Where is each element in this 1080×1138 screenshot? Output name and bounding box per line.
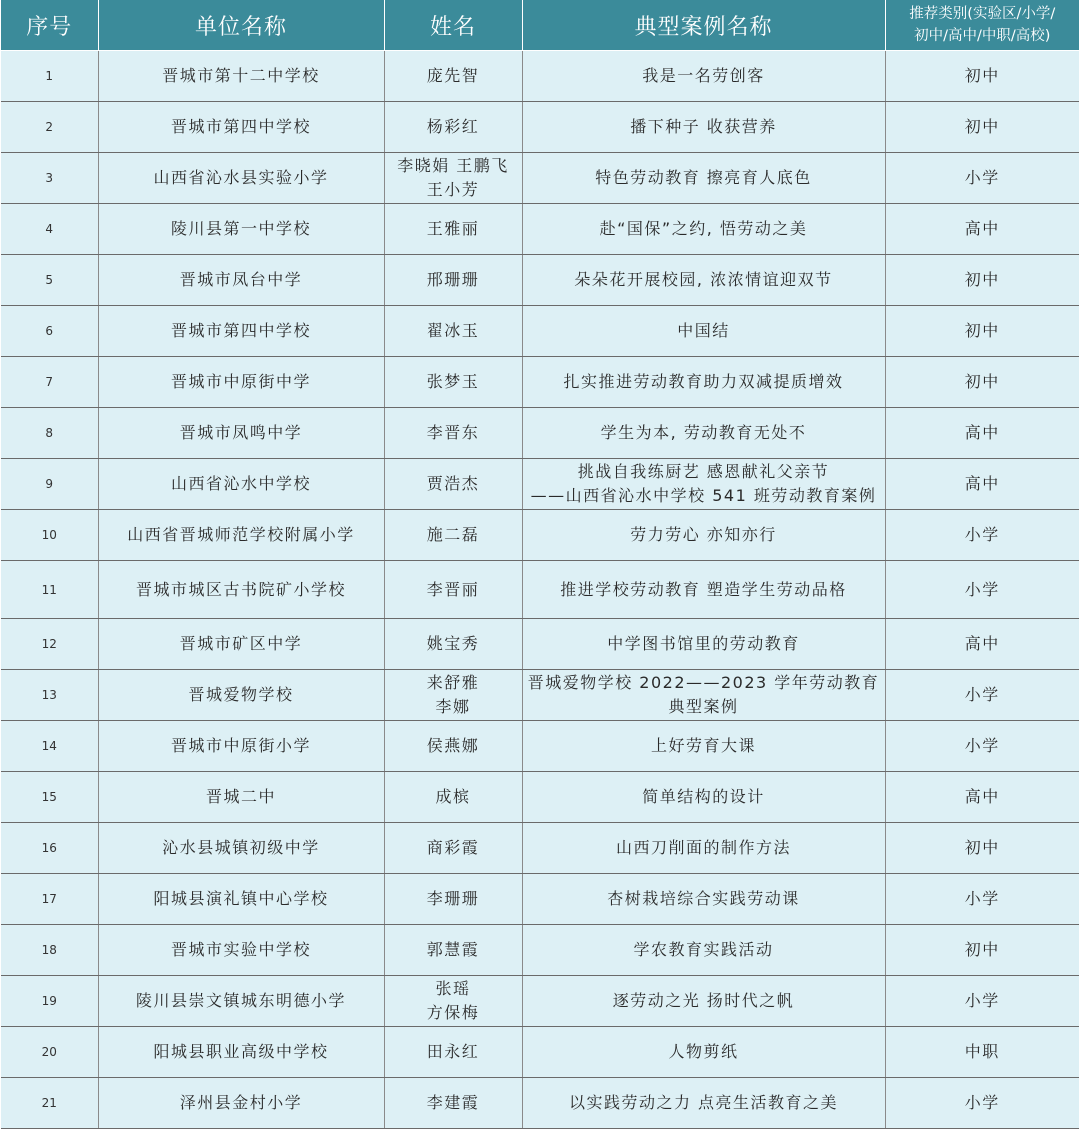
cell-case: 逐劳动之光 扬时代之帆 xyxy=(522,976,885,1027)
cell-type: 小学 xyxy=(885,1078,1079,1129)
cell-case: 人物剪纸 xyxy=(522,1027,885,1078)
table-header-row xyxy=(1,0,1079,51)
cell-case: 杏树栽培综合实践劳动课 xyxy=(522,874,885,925)
cell-unit: 晋城市中原街小学 xyxy=(98,721,384,772)
cell-no: 5 xyxy=(1,255,98,306)
cell-no: 4 xyxy=(1,204,98,255)
cell-unit: 晋城市矿区中学 xyxy=(98,619,384,670)
cell-type: 小学 xyxy=(885,976,1079,1027)
cell-no: 16 xyxy=(1,823,98,874)
cell-name: 施二磊 xyxy=(384,510,522,561)
cell-name: 邢珊珊 xyxy=(384,255,522,306)
table-row xyxy=(1,1078,1079,1129)
cell-type: 高中 xyxy=(885,772,1079,823)
cell-no: 2 xyxy=(1,102,98,153)
cell-name: 张瑶 方保梅 xyxy=(384,976,522,1027)
cell-case: 简单结构的设计 xyxy=(522,772,885,823)
cell-type: 高中 xyxy=(885,204,1079,255)
cell-type: 初中 xyxy=(885,255,1079,306)
cell-name: 商彩霞 xyxy=(384,823,522,874)
cell-no: 10 xyxy=(1,510,98,561)
cell-case: 山西刀削面的制作方法 xyxy=(522,823,885,874)
table-row xyxy=(1,874,1079,925)
cell-no: 8 xyxy=(1,408,98,459)
table-row xyxy=(1,925,1079,976)
header-type: 推荐类别(实验区/小学/ 初中/高中/中职/高校) xyxy=(885,0,1079,51)
cell-case: 挑战自我练厨艺 感恩献礼父亲节 ——山西省沁水中学校 541 班劳动教育案例 xyxy=(522,459,885,510)
cell-case: 扎实推进劳动教育助力双减提质增效 xyxy=(522,357,885,408)
cell-unit: 阳城县职业高级中学校 xyxy=(98,1027,384,1078)
table-row xyxy=(1,510,1079,561)
header-name: 姓名 xyxy=(384,0,522,51)
cell-name: 成槟 xyxy=(384,772,522,823)
header-unit: 单位名称 xyxy=(98,0,384,51)
cell-type: 初中 xyxy=(885,306,1079,357)
table-body xyxy=(1,51,1079,1129)
header-no: 序号 xyxy=(1,0,98,51)
cell-name: 李晋丽 xyxy=(384,561,522,619)
cell-unit: 陵川县崇文镇城东明德小学 xyxy=(98,976,384,1027)
table-row xyxy=(1,976,1079,1027)
cell-unit: 晋城市城区古书院矿小学校 xyxy=(98,561,384,619)
table-row xyxy=(1,153,1079,204)
cell-unit: 沁水县城镇初级中学 xyxy=(98,823,384,874)
cell-no: 1 xyxy=(1,51,98,102)
cell-name: 庞先智 xyxy=(384,51,522,102)
cell-name: 王雅丽 xyxy=(384,204,522,255)
cell-type: 高中 xyxy=(885,459,1079,510)
cell-type: 高中 xyxy=(885,619,1079,670)
table-row xyxy=(1,204,1079,255)
table-row xyxy=(1,823,1079,874)
cell-name: 杨彩红 xyxy=(384,102,522,153)
cell-name: 李建霞 xyxy=(384,1078,522,1129)
cell-unit: 陵川县第一中学校 xyxy=(98,204,384,255)
cell-type: 小学 xyxy=(885,561,1079,619)
cell-name: 李晋东 xyxy=(384,408,522,459)
cell-no: 15 xyxy=(1,772,98,823)
cell-type: 初中 xyxy=(885,51,1079,102)
cell-type: 小学 xyxy=(885,874,1079,925)
cell-unit: 晋城二中 xyxy=(98,772,384,823)
table-row xyxy=(1,255,1079,306)
cell-unit: 晋城市第四中学校 xyxy=(98,102,384,153)
cell-name: 田永红 xyxy=(384,1027,522,1078)
cell-type: 中职 xyxy=(885,1027,1079,1078)
cell-unit: 晋城市第十二中学校 xyxy=(98,51,384,102)
cell-no: 14 xyxy=(1,721,98,772)
cell-case: 晋城爱物学校 2022——2023 学年劳动教育 典型案例 xyxy=(522,670,885,721)
cell-unit: 山西省晋城师范学校附属小学 xyxy=(98,510,384,561)
cell-name: 姚宝秀 xyxy=(384,619,522,670)
cell-case: 播下种子 收获营养 xyxy=(522,102,885,153)
cell-case: 学农教育实践活动 xyxy=(522,925,885,976)
cell-case: 上好劳育大课 xyxy=(522,721,885,772)
cell-case: 特色劳动教育 擦亮育人底色 xyxy=(522,153,885,204)
table-row xyxy=(1,459,1079,510)
cell-unit: 晋城市实验中学校 xyxy=(98,925,384,976)
cell-case: 朵朵花开展校园, 浓浓情谊迎双节 xyxy=(522,255,885,306)
cell-case: 劳力劳心 亦知亦行 xyxy=(522,510,885,561)
table-row xyxy=(1,772,1079,823)
cell-type: 初中 xyxy=(885,823,1079,874)
cell-name: 李晓娟 王鹏飞 王小芳 xyxy=(384,153,522,204)
cell-no: 17 xyxy=(1,874,98,925)
cell-case: 我是一名劳创客 xyxy=(522,51,885,102)
case-table xyxy=(1,0,1079,1129)
cell-name: 张梦玉 xyxy=(384,357,522,408)
cell-unit: 泽州县金村小学 xyxy=(98,1078,384,1129)
table-row xyxy=(1,721,1079,772)
cell-no: 19 xyxy=(1,976,98,1027)
cell-name: 郭慧霞 xyxy=(384,925,522,976)
cell-unit: 山西省沁水县实验小学 xyxy=(98,153,384,204)
cell-case: 学生为本, 劳动教育无处不 xyxy=(522,408,885,459)
cell-no: 9 xyxy=(1,459,98,510)
cell-type: 小学 xyxy=(885,153,1079,204)
cell-no: 12 xyxy=(1,619,98,670)
cell-type: 小学 xyxy=(885,670,1079,721)
cell-no: 6 xyxy=(1,306,98,357)
cell-type: 高中 xyxy=(885,408,1079,459)
cell-name: 来舒雅 李娜 xyxy=(384,670,522,721)
cell-case: 推进学校劳动教育 塑造学生劳动品格 xyxy=(522,561,885,619)
cell-type: 初中 xyxy=(885,102,1079,153)
cell-unit: 阳城县演礼镇中心学校 xyxy=(98,874,384,925)
cell-no: 7 xyxy=(1,357,98,408)
cell-name: 贾浩杰 xyxy=(384,459,522,510)
table-row xyxy=(1,670,1079,721)
cell-type: 初中 xyxy=(885,925,1079,976)
cell-unit: 晋城爱物学校 xyxy=(98,670,384,721)
cell-name: 翟冰玉 xyxy=(384,306,522,357)
cell-case: 中学图书馆里的劳动教育 xyxy=(522,619,885,670)
table-row xyxy=(1,51,1079,102)
cell-no: 20 xyxy=(1,1027,98,1078)
cell-unit: 晋城市凤鸣中学 xyxy=(98,408,384,459)
table-row xyxy=(1,619,1079,670)
cell-case: 中国结 xyxy=(522,306,885,357)
cell-unit: 晋城市中原街中学 xyxy=(98,357,384,408)
cell-type: 初中 xyxy=(885,357,1079,408)
cell-type: 小学 xyxy=(885,721,1079,772)
cell-no: 11 xyxy=(1,561,98,619)
cell-no: 3 xyxy=(1,153,98,204)
table-row xyxy=(1,357,1079,408)
cell-no: 18 xyxy=(1,925,98,976)
cell-unit: 晋城市第四中学校 xyxy=(98,306,384,357)
cell-no: 13 xyxy=(1,670,98,721)
table-row xyxy=(1,1027,1079,1078)
cell-name: 李珊珊 xyxy=(384,874,522,925)
table-row xyxy=(1,561,1079,619)
cell-unit: 山西省沁水中学校 xyxy=(98,459,384,510)
table-row xyxy=(1,102,1079,153)
table-row xyxy=(1,306,1079,357)
cell-case: 赴“国保”之约, 悟劳动之美 xyxy=(522,204,885,255)
table-row xyxy=(1,408,1079,459)
cell-unit: 晋城市凤台中学 xyxy=(98,255,384,306)
cell-type: 小学 xyxy=(885,510,1079,561)
header-case: 典型案例名称 xyxy=(522,0,885,51)
cell-name: 侯燕娜 xyxy=(384,721,522,772)
cell-case: 以实践劳动之力 点亮生活教育之美 xyxy=(522,1078,885,1129)
cell-no: 21 xyxy=(1,1078,98,1129)
